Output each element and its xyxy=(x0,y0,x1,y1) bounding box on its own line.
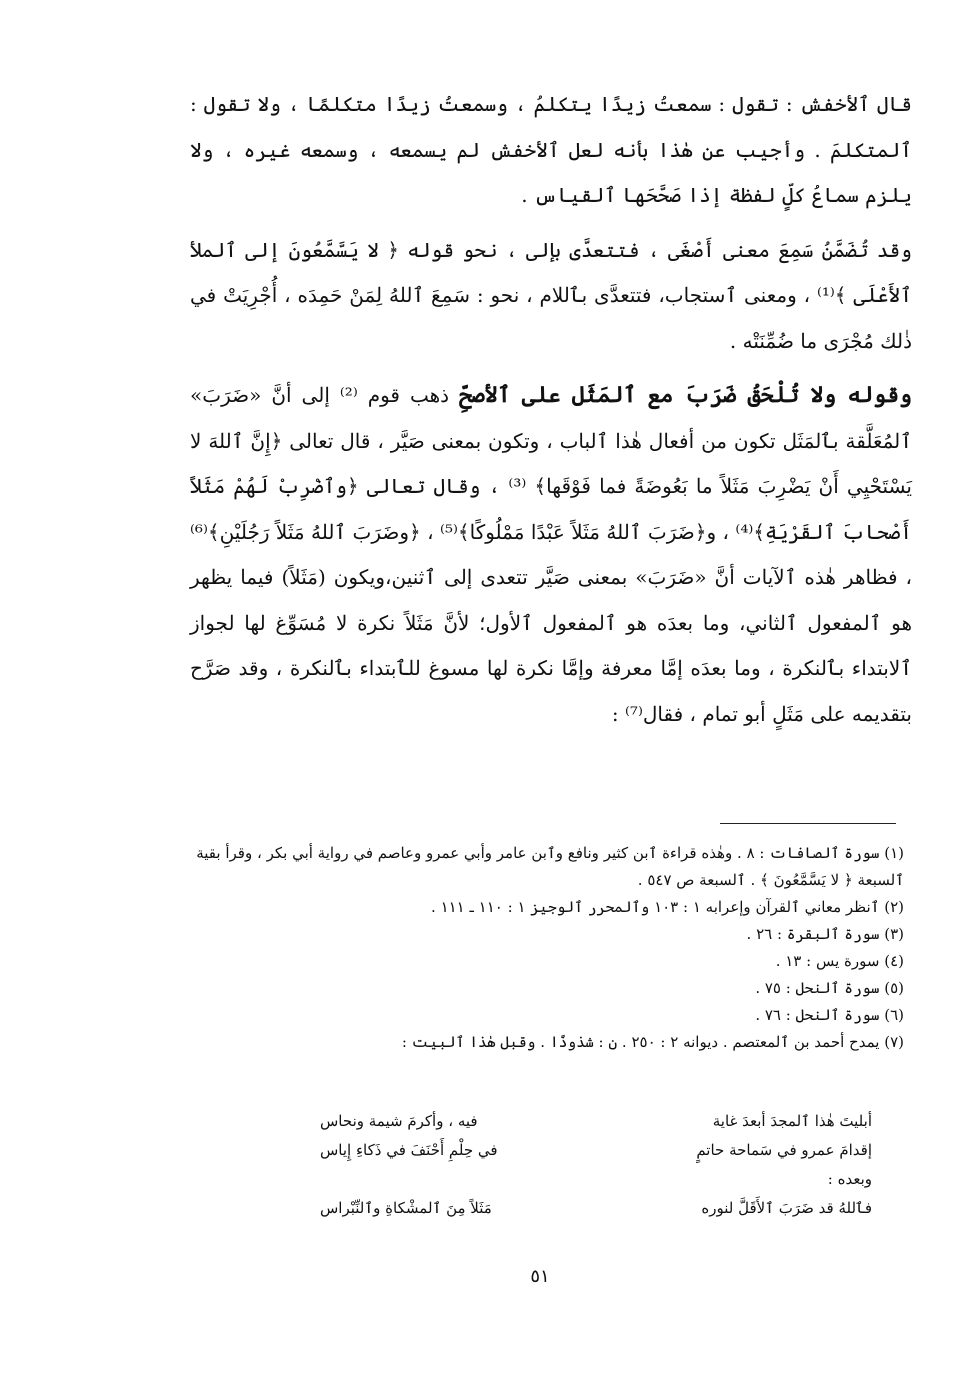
verse-hemistich-second: في حِلْمِ أَحْنَفَ في ذَكاءِ إِياس xyxy=(320,1141,498,1159)
footnote-4: (٤) سورة يس : ١٣ . xyxy=(775,952,904,970)
paragraph-2: وقد تُضَمَّنُ سَمِعَ معنى أَصْغَى ، فتتعدَّى بإلى ، نحو قوله ﴿ لا يَسَّمَّعُونَ إلى ٱلملأ ٱلأَعْلَى ﴾⁽¹⁾ ، ومعنى ٱستجاب، فتتعدَّى بٱللام ، نحو : سَمِعَ ٱللهُ لِمَنْ حَمِدَه ، أُجْرِيَتْ في ذٰلك مُجْرَى ما ضُمِّنَتْه . xyxy=(190,237,912,353)
footnote-1: (١) سورة ٱلصافات : ٨ . وهٰذه قراءة ٱبن كثير ونافع وٱبن عامر وأبي عمرو وعاصم في رواية أبي بكر ، وقرأ بقية ٱلسبعة ﴿ لا يَسَّمَّعُونَ ﴾ . ٱلسبعة ص ٥٤٧ . xyxy=(196,844,904,889)
footnote-separator xyxy=(720,823,896,824)
footnote-6: (٦) سورة ٱلنحل : ٧٦ . xyxy=(755,1006,904,1024)
footnotes xyxy=(192,840,904,1056)
paragraph-3-lead: وقوله ولا تُلْحَقُ ضَرَبَ مع ٱلمَثَل على ٱلأصحِّ xyxy=(459,382,912,408)
footnote-5: (٥) سورة ٱلنحل : ٧٥ . xyxy=(755,979,904,997)
verse-hemistich-second: فيه ، وأكرمَ شيمة ونحاس xyxy=(320,1112,478,1130)
paragraph-3-text: ذهب قوم ⁽²⁾ إلى أنَّ «ضَرَبَ» ٱلمُعَلَّقة بٱلمَثَل تكون من أفعال هٰذا ٱلباب ، وتكون بمعنى صَيَّر ، قال تعالى ﴿إِنَّ ٱللهَ لا يَسْتَحْيِي أَنْ يَضْرِبَ مَثَلاً ما بَعُوضَةً فما فَوْقَها﴾ ⁽³⁾ ، وقال تعالى ﴿وٱضْرِبْ لَهُمْ مَثَلاً أَصْحابَ ٱلقَرْيَةِ﴾⁽⁴⁾ ، و﴿ضَرَبَ ٱللهُ مَثَلاً عَبْدًا مَمْلُوكًا﴾⁽⁵⁾ ، ﴿وضَرَبَ ٱللهُ مَثَلاً رَجُلَيْنِ﴾⁽⁶⁾ ، فظاهر هٰذه ٱلآيات أنَّ «ضَرَبَ» بمعنى صَيَّر تتعدى إلى ٱثنين،ويكون (مَثَلاً) فيما يظهر هو ٱلمفعول ٱلثاني، وما بعدَه هو ٱلمفعول ٱلأول؛ لأنَّ مَثَلاً نكرة لا مُسَوِّغ لها لجواز ٱلابتداء بٱلنكرة ، وما بعدَه إمَّا معرفة وإمَّا نكرة لها مسوغ للٱبتداء بٱلنكرة ، وقد صَرَّح بتقديمه على مَثَلٍ أبو تمام ، فقال⁽⁷⁾ : xyxy=(190,383,913,726)
verse-hemistich-first: إقدامَ عمرو في سَماحة حاتمٍ xyxy=(696,1141,872,1159)
paragraph-3 xyxy=(190,373,912,737)
main-text xyxy=(190,82,912,737)
poem-verses xyxy=(320,1107,872,1223)
footnote-7: (٧) يمدح أحمد بن ٱلمعتصم . ديوانه ٢ : ٢٥٠ . ن : شذوذًا . وقبل هٰذا ٱلبيت : xyxy=(401,1033,904,1051)
verse-hemistich-second: مَثَلاً مِنَ ٱلمشْكاةِ وٱلنِّبْراس xyxy=(320,1199,492,1217)
verse-hemistich-first: أبليتَ هٰذا ٱلمجدَ أبعدَ غاية xyxy=(712,1112,872,1130)
paragraph-1: قال ٱلأخفش : تقول : سمعتُ زيدًا يتكلمُ ، وسمعتُ زيدًا متكلمًا ، ولا تقول : ٱلمتكلمَ . وأجيب عن هٰذا بأنه لعل ٱلأخفش لم يسمعه ، وسمعه غيره ، ولا يلزم سماعُ كلٍّ لفظة إذا صَحَّحَها ٱلقياس . xyxy=(190,92,912,207)
verse-row xyxy=(320,1107,872,1136)
verse-row xyxy=(320,1136,872,1165)
footnote-2: (٢) ٱنظر معاني ٱلقرآن وإعرابه ١ : ١٠٣ وٱلمحرر ٱلوجيز ١ : ١١٠ ـ ١١١ . xyxy=(431,898,904,916)
verse-after-label: وبعده : xyxy=(827,1170,872,1188)
verse-row xyxy=(320,1194,872,1223)
footnote-3: (٣) سورة ٱلبقرة : ٢٦ . xyxy=(746,925,904,943)
page-number: ٥١ xyxy=(530,1266,550,1287)
verse-hemistich-first: فٱللهُ قد ضَرَبَ ٱلأَقَلَّ لنوره xyxy=(701,1199,872,1217)
